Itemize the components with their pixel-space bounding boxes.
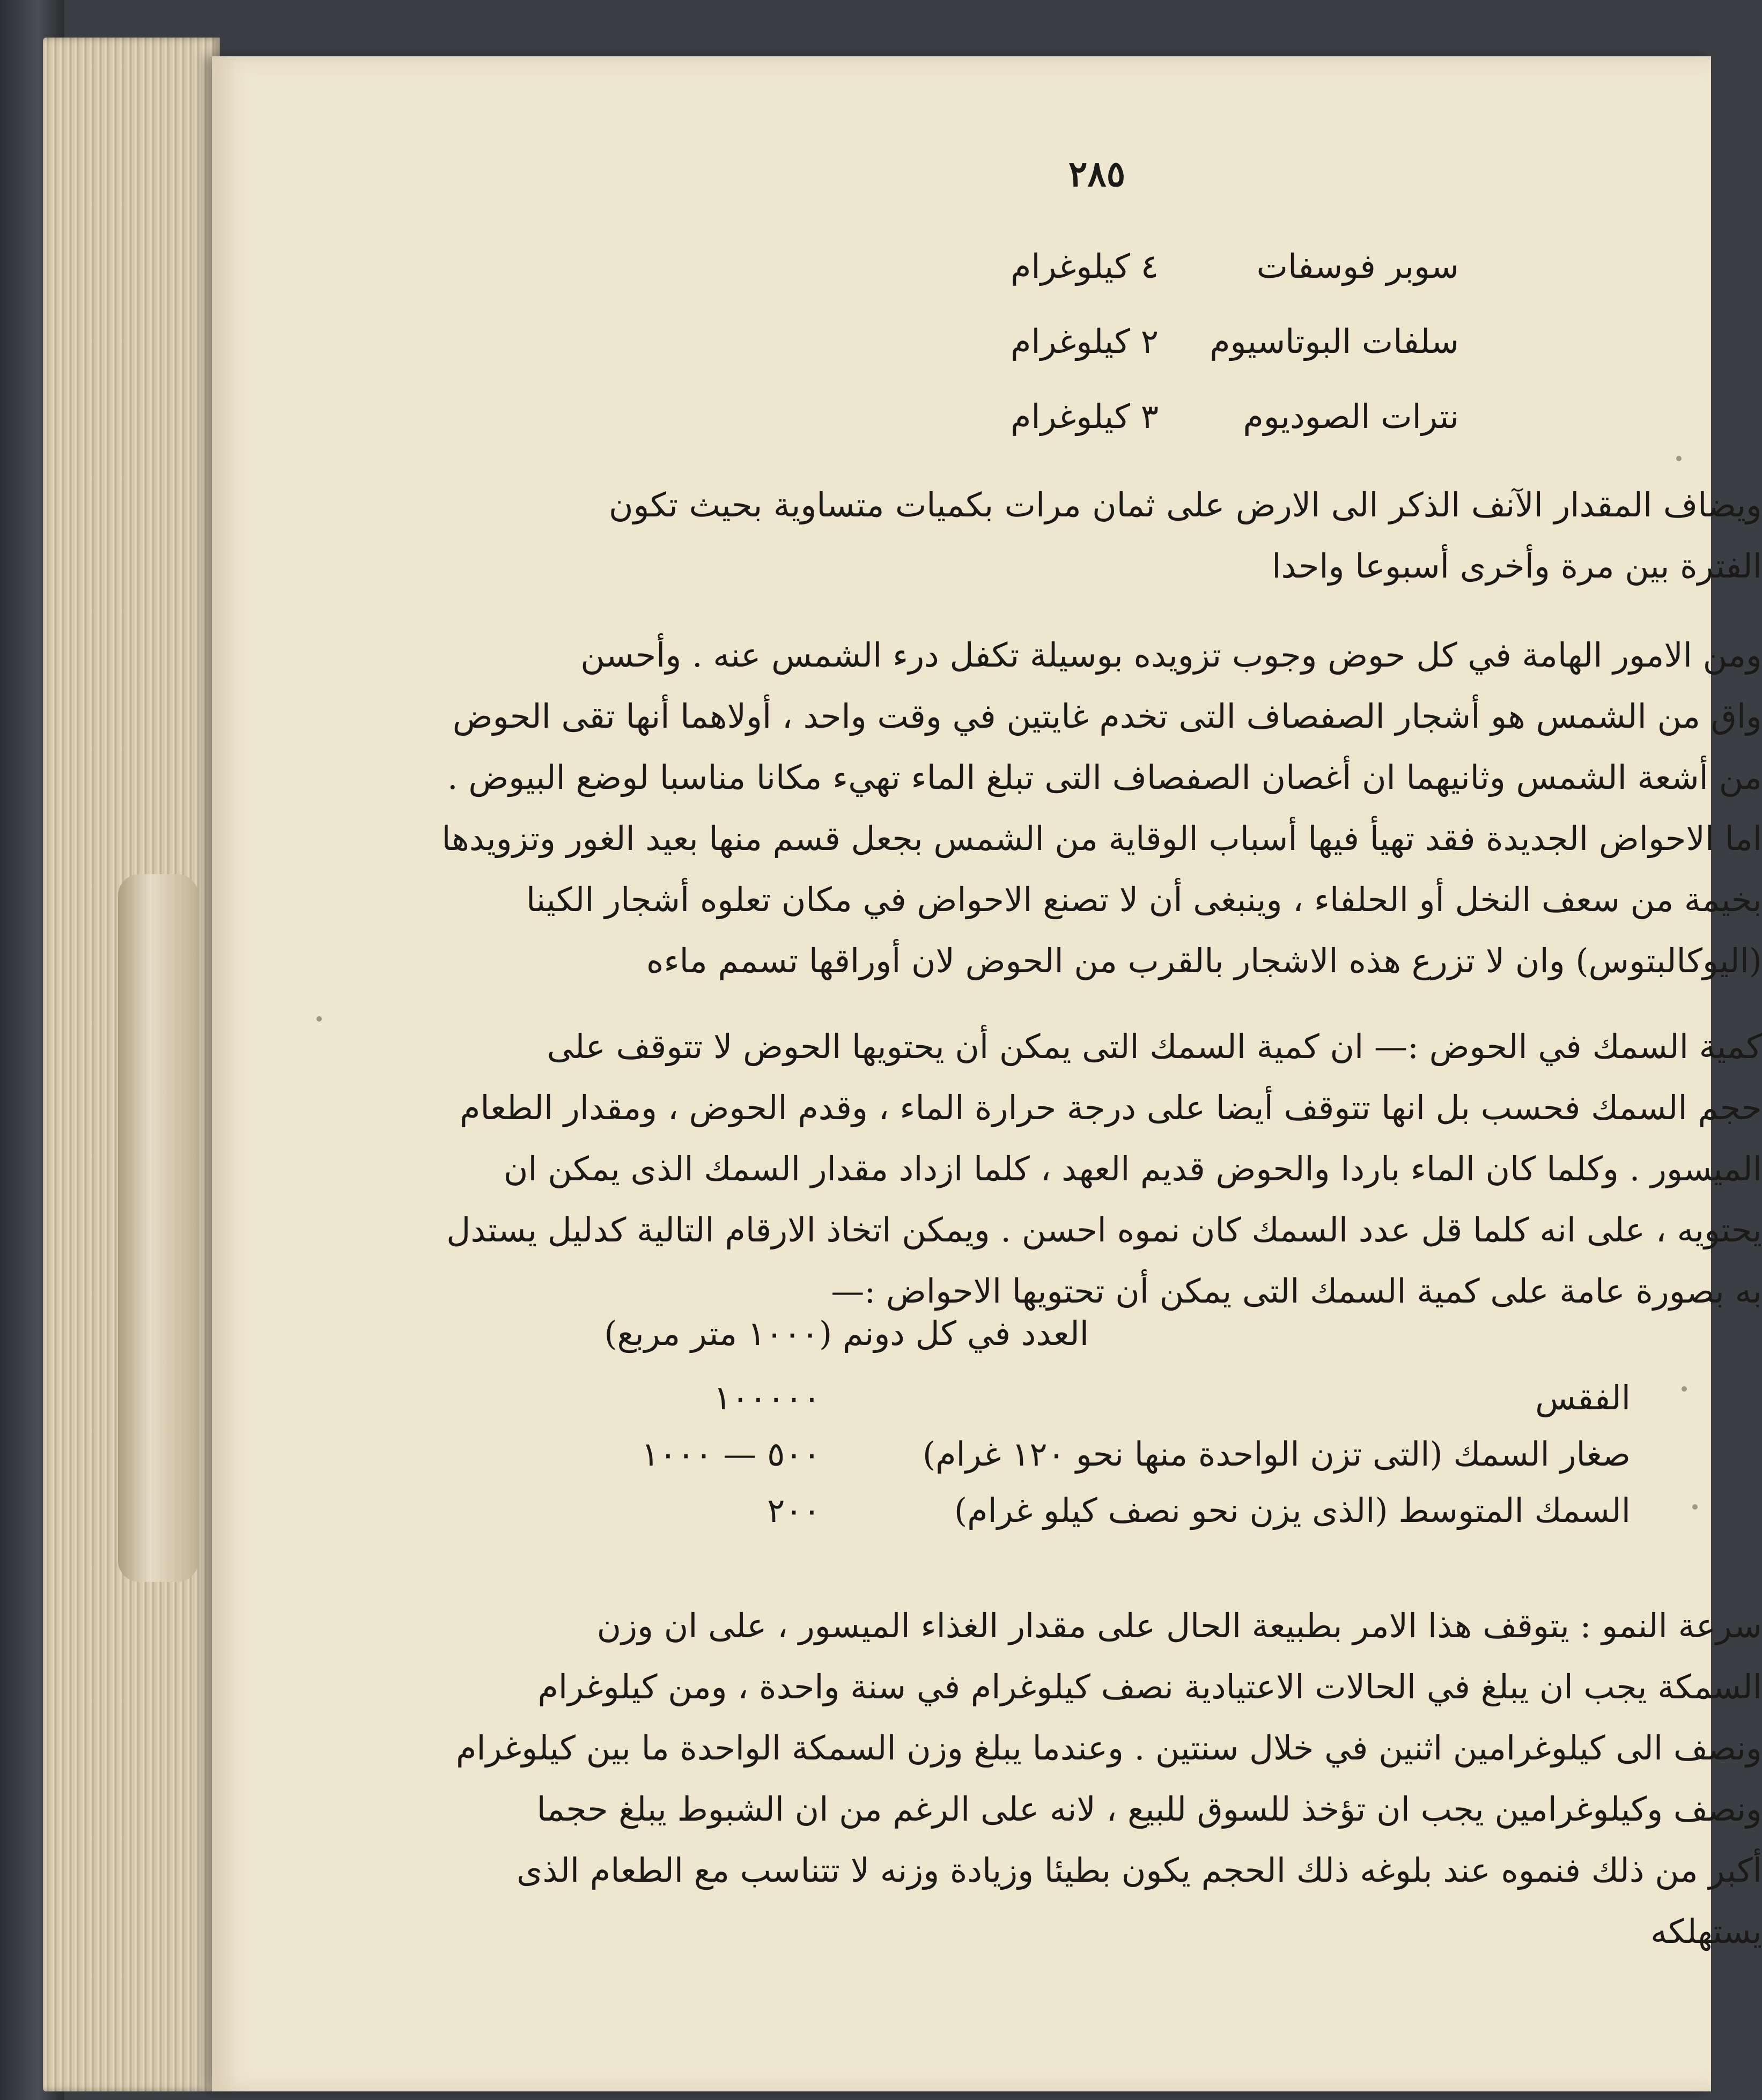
fertilizer-name: سوبر فوسفات bbox=[1256, 247, 1459, 286]
torn-page-edge bbox=[118, 874, 198, 1582]
table-row-label: صغار السمك (التى تزن الواحدة منها نحو ١٢٠ غرام) bbox=[922, 1434, 1631, 1474]
text-line: واق من الشمس هو أشجار الصفصاف التى تخدم غايتين في وقت واحد ، أولاهما أنها تقى الحوض bbox=[452, 697, 1762, 736]
table-row-label: السمك المتوسط (الذى يزن نحو نصف كيلو غرام) bbox=[954, 1491, 1631, 1530]
text-line: بخيمة من سعف النخل أو الحلفاء ، وينبغى أن لا تصنع الاحواض في مكان تعلوه أشجار الكينا bbox=[526, 880, 1762, 919]
fertilizer-name: سلفات البوتاسيوم bbox=[1210, 322, 1459, 361]
table-row-value: ٢٠٠ bbox=[767, 1491, 821, 1530]
text-line: يحتويه ، على انه كلما قل عدد السمك كان نموه احسن . ويمكن اتخاذ الارقام التالية كدليل يستدل bbox=[446, 1210, 1762, 1249]
text-line: أكبر من ذلك فنموه عند بلوغه ذلك الحجم يكون بطيئا وزيادة وزنه لا تتناسب مع الطعام الذى bbox=[516, 1851, 1762, 1890]
text-line: حجم السمك فحسب بل انها تتوقف أيضا على درجة حرارة الماء ، وقدم الحوض ، ومقدار الطعام bbox=[460, 1088, 1762, 1127]
paper-speck bbox=[1676, 456, 1682, 461]
paper-speck bbox=[1692, 1504, 1698, 1510]
fertilizer-name: نترات الصوديوم bbox=[1243, 397, 1459, 436]
text-line: ونصف الى كيلوغرامين اثنين في خلال سنتين . وعندما يبلغ وزن السمكة الواحدة ما بين كيلوغرام bbox=[455, 1728, 1762, 1768]
page-number: ٢٨٥ bbox=[1068, 153, 1126, 195]
text-line: كمية السمك في الحوض :— ان كمية السمك التى يمكن أن يحتويها الحوض لا تتوقف على bbox=[547, 1027, 1762, 1066]
page-stack bbox=[43, 38, 220, 2091]
text-line: به بصورة عامة على كمية السمك التى يمكن أن تحتويها الاحواض :— bbox=[831, 1271, 1762, 1311]
text-line: اما الاحواض الجديدة فقد تهيأ فيها أسباب الوقاية من الشمس بجعل قسم منها بعيد الغور وتزويدها bbox=[441, 819, 1762, 858]
book-page bbox=[212, 56, 1762, 2091]
paragraph-fish-quantity bbox=[446, 1016, 1762, 1322]
table-row-value: ١٠٠٠٠٠ bbox=[713, 1378, 821, 1417]
fertilizer-qty: ٢ كيلوغرام bbox=[1010, 322, 1159, 361]
text-line: ونصف وكيلوغرامين يجب ان تؤخذ للسوق للبيع ، لانه على الرغم من ان الشبوط يبلغ حجما bbox=[536, 1790, 1762, 1829]
paragraph-application bbox=[609, 475, 1762, 597]
table-header: العدد في كل دونم (١٠٠٠ متر مربع) bbox=[604, 1314, 1089, 1353]
text-line: الميسور . وكلما كان الماء باردا والحوض قديم العهد ، كلما ازداد مقدار السمك الذى يمكن ان bbox=[503, 1149, 1762, 1188]
text-line: (اليوكالبتوس) وان لا تزرع هذه الاشجار بالقرب من الحوض لان أوراقها تسمم ماءه bbox=[646, 941, 1762, 980]
text-line: الفترة بين مرة وأخرى أسبوعا واحدا bbox=[1272, 546, 1762, 586]
text-line: يستهلكه bbox=[1650, 1912, 1762, 1951]
text-line: ويضاف المقدار الآنف الذكر الى الارض على ثمان مرات بكميات متساوية بحيث تكون bbox=[609, 485, 1762, 524]
text-line: ومن الامور الهامة في كل حوض وجوب تزويده بوسيلة تكفل درء الشمس عنه . وأحسن bbox=[580, 635, 1762, 675]
paper-speck bbox=[1682, 1386, 1687, 1392]
table-row-label: الفقس bbox=[1535, 1378, 1631, 1417]
paragraph-growth bbox=[455, 1595, 1762, 1962]
fertilizer-qty: ٣ كيلوغرام bbox=[1010, 397, 1159, 436]
text-line: من أشعة الشمس وثانيهما ان أغصان الصفصاف التى تبلغ الماء تهيء مكانا مناسبا لوضع البيوض . bbox=[447, 758, 1762, 797]
text-line: السمكة يجب ان يبلغ في الحالات الاعتيادية نصف كيلوغرام في سنة واحدة ، ومن كيلوغرام bbox=[537, 1667, 1762, 1706]
paper-speck bbox=[316, 1016, 322, 1022]
text-line: سرعة النمو : يتوقف هذا الامر بطبيعة الحال على مقدار الغذاء الميسور ، على ان وزن bbox=[596, 1606, 1762, 1645]
table-row-value: ٥٠٠ — ١٠٠٠ bbox=[641, 1434, 821, 1474]
paragraph-shade bbox=[441, 625, 1762, 992]
fertilizer-qty: ٤ كيلوغرام bbox=[1010, 247, 1159, 286]
